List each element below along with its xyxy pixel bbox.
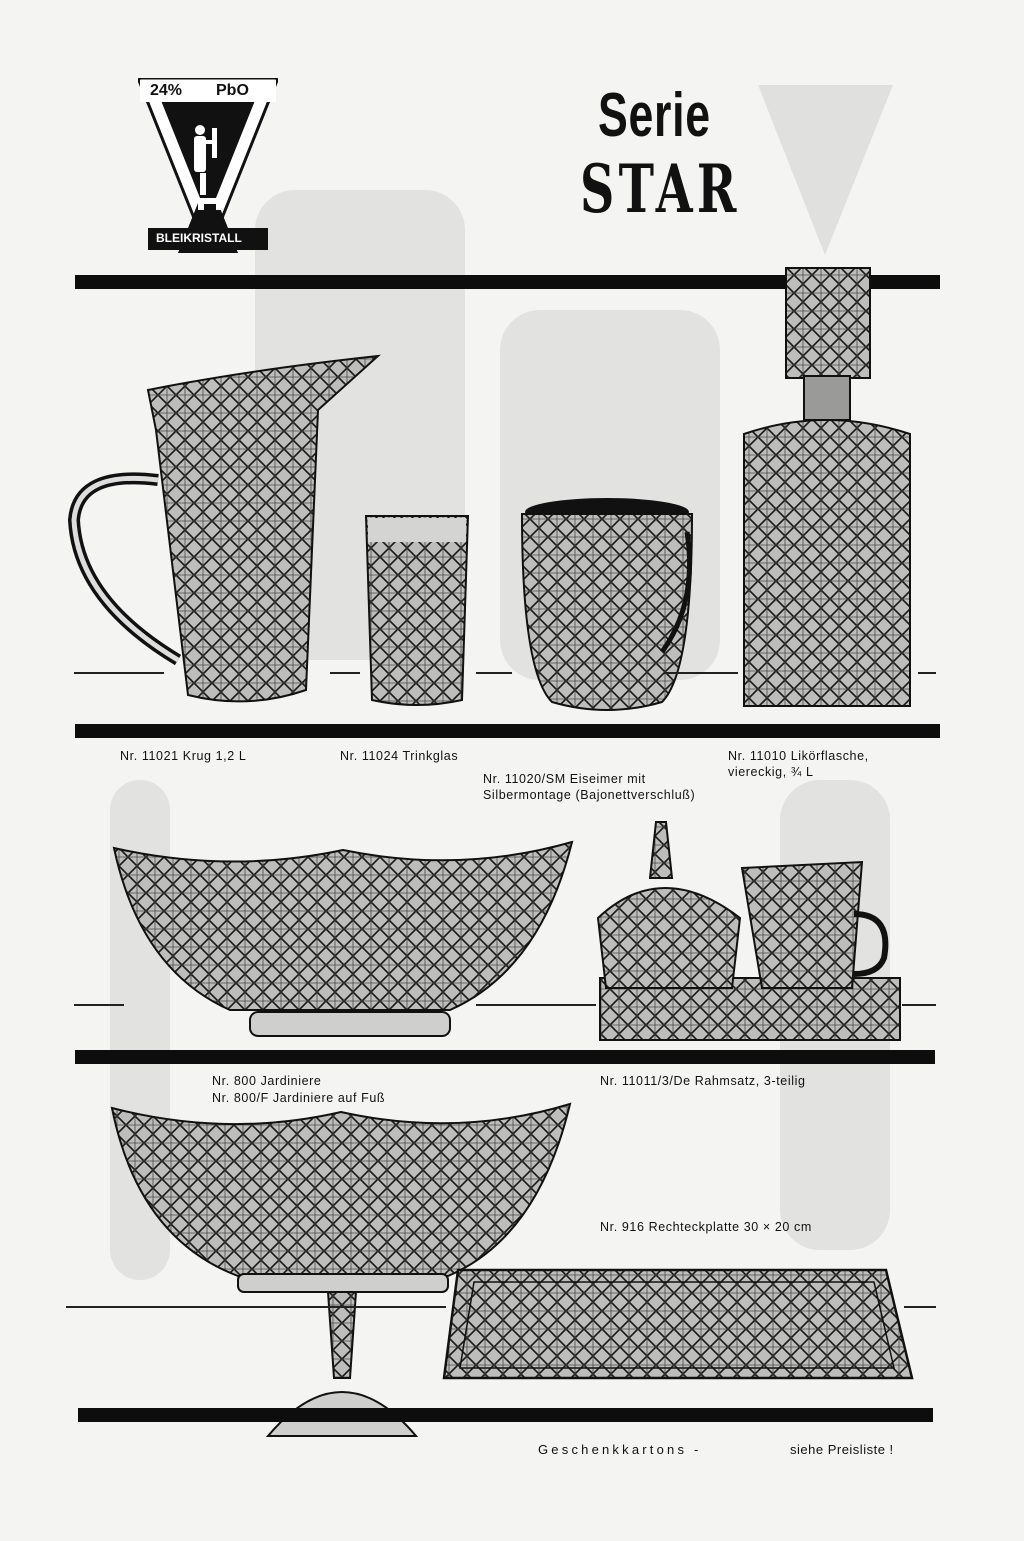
bottom-divider-bar bbox=[78, 1408, 933, 1422]
caption-rahmsatz: Nr. 11011/3/De Rahmsatz, 3-teilig bbox=[600, 1074, 806, 1088]
ghost-logo bbox=[758, 85, 893, 255]
shelf-line-row2-b bbox=[476, 1004, 596, 1006]
caption-trinkglas: Nr. 11024 Trinkglas bbox=[340, 749, 459, 763]
likoerflasche-11010 bbox=[740, 266, 915, 712]
logo-pct: 24% bbox=[150, 82, 183, 99]
logo-pbo: PbO bbox=[216, 82, 249, 99]
title-star: STAR bbox=[580, 150, 741, 228]
caption-likoer-l2: viereckig, ¾ L bbox=[728, 765, 814, 779]
jardiniere-800 bbox=[110, 830, 576, 1042]
shelf-line-row1-c bbox=[476, 672, 512, 674]
shelf-line-row1-a bbox=[74, 672, 164, 674]
bleikristall-logo bbox=[138, 78, 278, 253]
caption-eiseimer-l1: Nr. 11020/SM Eiseimer mit bbox=[483, 772, 646, 786]
footer-preisliste: siehe Preisliste ! bbox=[790, 1442, 894, 1457]
logo-bleikristall: BLEIKRISTALL bbox=[156, 231, 242, 245]
caption-krug: Nr. 11021 Krug 1,2 L bbox=[120, 749, 247, 763]
caption-likoer-l1: Nr. 11010 Likörflasche, bbox=[728, 749, 869, 763]
shelf-line-row2-a bbox=[74, 1004, 124, 1006]
caption-eiseimer-l2: Silbermontage (Bajonettverschluß) bbox=[483, 788, 696, 802]
caption-rechteckplatte: Nr. 916 Rechteckplatte 30 × 20 cm bbox=[600, 1220, 812, 1234]
divider-bar-1 bbox=[75, 724, 940, 738]
shelf-line-row2-c bbox=[902, 1004, 936, 1006]
shelf-line-row1-d bbox=[664, 672, 738, 674]
divider-bar-2 bbox=[75, 1050, 935, 1064]
caption-jardiniere-fuss: Nr. 800/F Jardiniere auf Fuß bbox=[212, 1091, 386, 1105]
footer-geschenkkartons: Geschenkkartons - bbox=[538, 1442, 702, 1457]
shelf-line-row1-e bbox=[918, 672, 936, 674]
shelf-line-row3-a bbox=[66, 1306, 446, 1308]
shelf-line-row1-b bbox=[330, 672, 360, 674]
title-serie: Serie bbox=[598, 81, 711, 150]
shelf-line-row3-b bbox=[904, 1306, 936, 1308]
logo-triangle-icon bbox=[138, 78, 278, 253]
rahmsatz-11011 bbox=[592, 818, 904, 1046]
trinkglas-11024 bbox=[362, 512, 472, 708]
eiseimer-11020 bbox=[512, 492, 702, 714]
pitcher-11021 bbox=[68, 350, 384, 716]
rechteckplatte-916 bbox=[440, 1266, 916, 1382]
caption-jardiniere: Nr. 800 Jardiniere bbox=[212, 1074, 322, 1088]
